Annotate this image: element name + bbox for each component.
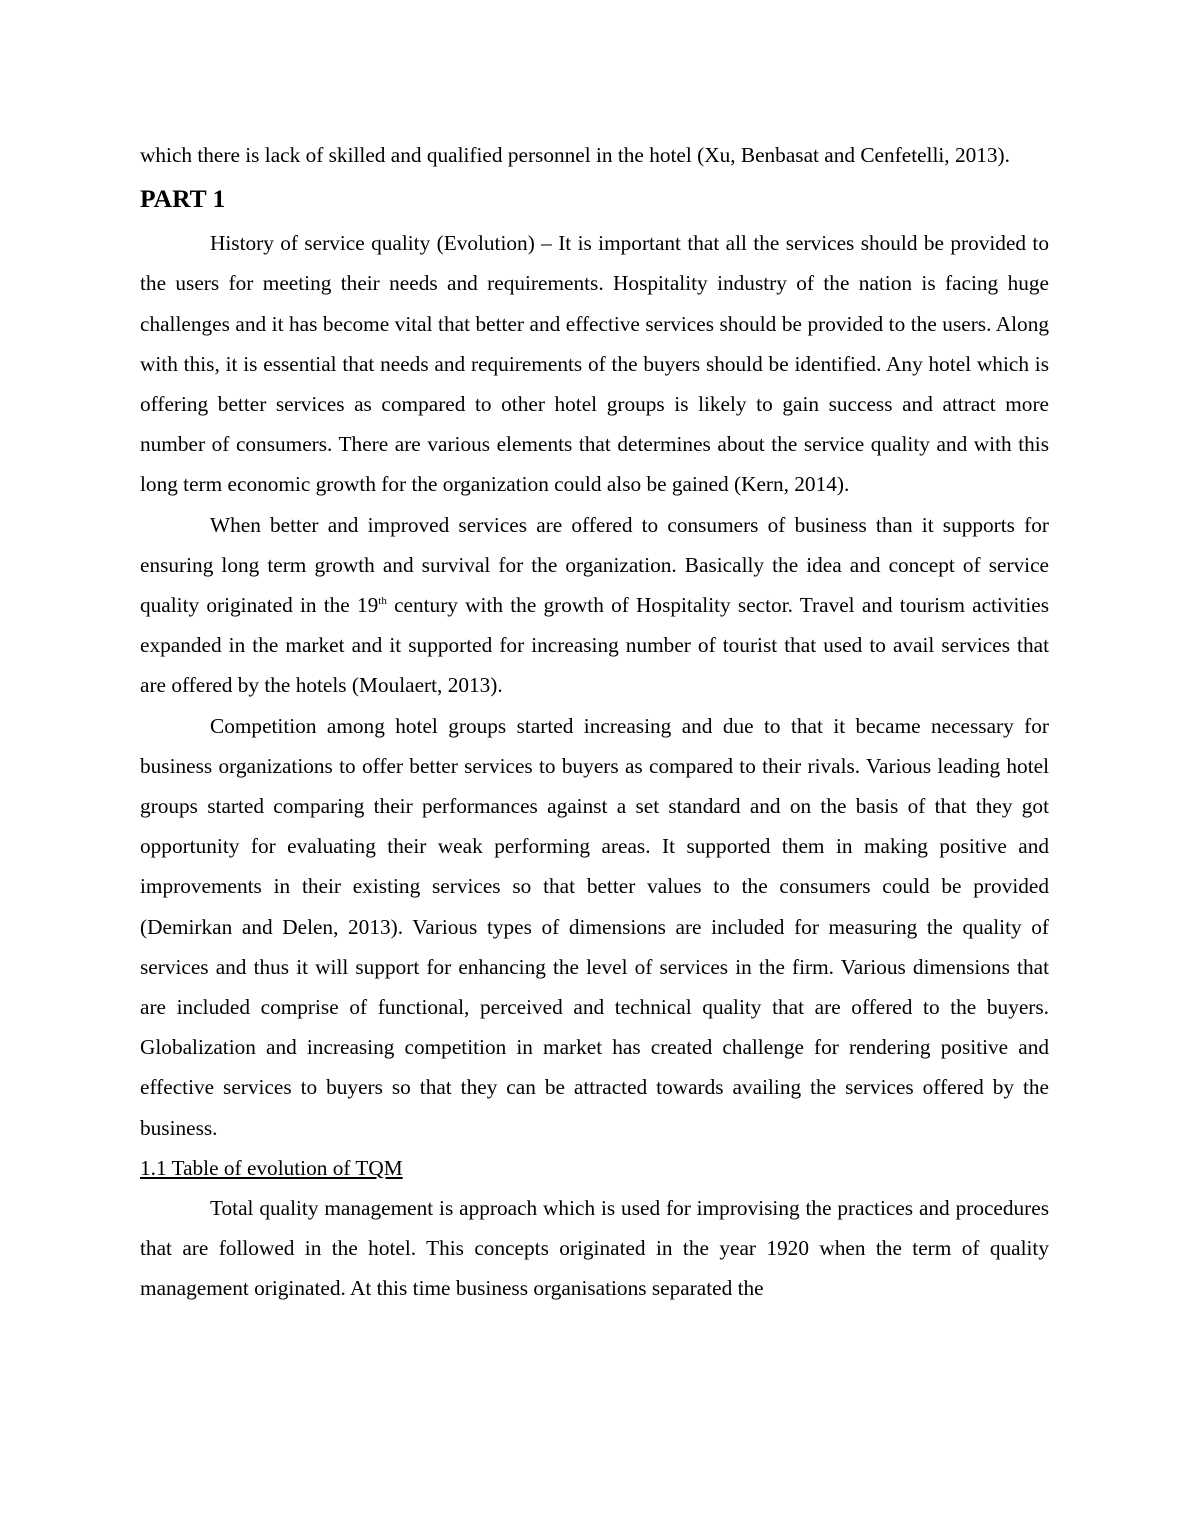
document-page <box>140 135 1049 1309</box>
superscript-th: th <box>378 594 387 607</box>
paragraph-service-quality-history: History of service quality (Evolution) – It is important that all the services should be provided to the users for meeting their needs and requirements. Hospitality industry of the nation is facing huge challenges and it has become vital that better and effective services should be provided to the users. Along with this, it is essential that needs and requirements of the buyers should be identified. Any hotel which is offering better services as compared to other hotel groups is likely to gain success and attract more number of consumers. There are various elements that determines about the service quality and with this long term economic growth for the organization could also be gained (Kern, 2014). <box>140 231 1049 497</box>
paragraph-competition: Competition among hotel groups started increasing and due to that it became necessary for business organizations to offer better services to buyers as compared to their rivals. Various leading hotel groups started comparing their performances against a set standard and on the basis of that they got opportunity for evaluating their weak performing areas. It supported them in making positive and improvements in their existing services so that better values to the consumers could be provided (Demirkan and Delen, 2013). Various types of dimensions are included for measuring the quality of services and thus it will support for enhancing the level of services in the firm. Various dimensions that are included comprise of functional, perceived and technical quality that are offered to the buyers. Globalization and increasing competition in market has created challenge for rendering positive and effective services to buyers so that they can be attracted towards availing the services offered by the business. <box>140 713 1049 1140</box>
part-heading: PART 1 <box>140 184 226 214</box>
paragraph-text-before-sup: When better and improved services are offered to consumers of business than it supports for ensuring long term growth and survival for the organization. Basically the idea and concept of service quality originated in the 19 <box>140 512 1049 618</box>
intro-paragraph: which there is lack of skilled and qualified personnel in the hotel (Xu, Benbasat and Cenfetelli, 2013). <box>140 143 1010 167</box>
paragraph-text-after-sup: century with the growth of Hospitality sector. Travel and tourism activities expanded in the market and it supported for increasing number of tourist that used to avail services that are offered by the hotels (Moulaert, 2013). <box>140 593 1049 698</box>
paragraph-origin-of-service-quality <box>140 505 1049 706</box>
section-heading-tqm-table: 1.1 Table of evolution of TQM <box>140 1155 403 1180</box>
paragraph-tqm: Total quality management is approach which is used for improvising the practices and procedures that are followed in the hotel. This concepts originated in the year 1920 when the term of quality management originated. At this time business organisations separated the <box>140 1196 1049 1301</box>
